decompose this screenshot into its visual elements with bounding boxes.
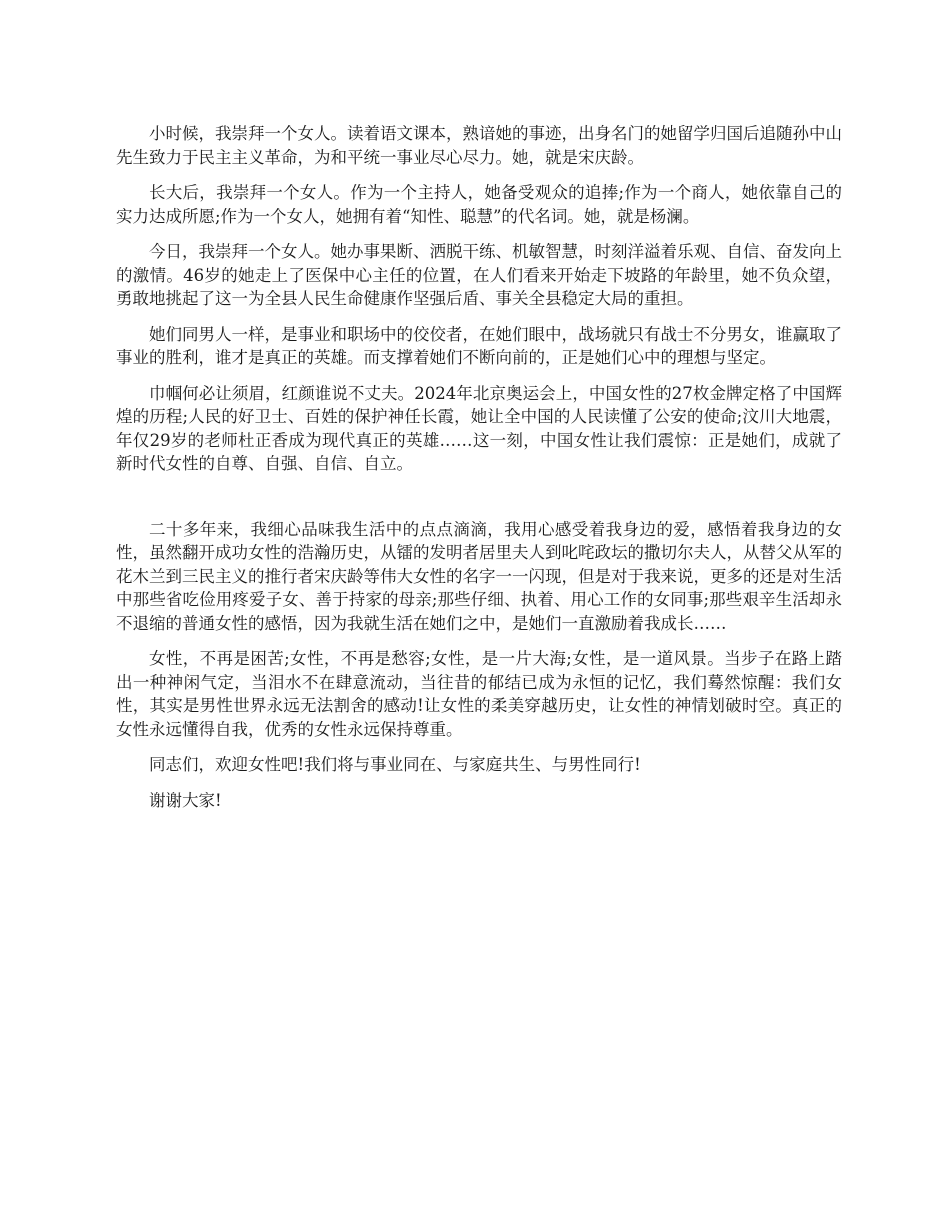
paragraph-gap — [116, 488, 842, 518]
paragraph-women-are: 女性，不再是困苦;女性，不再是愁容;女性，是一片大海;女性，是一道风景。当步子在路上踏出一种神闲气定，当泪水不在肆意流动，当往昔的郁结已成为永恒的记忆，我们蓦然惊醒：我们女性，其实是男性世界永远无法割舍的感动!让女性的柔美穿越历史，让女性的神情划破时空。真正的女性永远懂得自我，优秀的女性永远保持尊重。 — [116, 649, 842, 739]
paragraph-thanks: 谢谢大家! — [149, 790, 222, 810]
paragraph-heroines: 巾帼何必让须眉，红颜谁说不丈夫。2024年北京奥运会上，中国女性的27枚金牌定格了中国辉煌的历程;人民的好卫士、百姓的保护神任长霞，她让全中国的人民读懂了公安的使命;汶川大地震，年仅29岁的老师杜正香成为现代真正的英雄……这一刻，中国女性让我们震惊：正是她们，成就了新时代女性的自尊、自强、自信、自立。 — [116, 383, 842, 473]
document-body — [116, 122, 842, 824]
paragraph-adulthood: 长大后，我崇拜一个女人。作为一个主持人，她备受观众的追捧;作为一个商人，她依靠自己的实力达成所愿;作为一个女人，她拥有着“知性、聪慧”的代名词。她，就是杨澜。 — [116, 183, 842, 226]
paragraph-welcome: 同志们，欢迎女性吧!我们将与事业同在、与家庭共生、与男性同行! — [149, 755, 641, 774]
paragraph-like-men: 她们同男人一样，是事业和职场中的佼佼者，在她们眼中，战场就只有战士不分男女，谁赢取了事业的胜利，谁才是真正的英雄。而支撑着她们不断向前的，正是她们心中的理想与坚定。 — [116, 324, 842, 367]
paragraph-childhood: 小时候，我崇拜一个女人。读着语文课本，熟谙她的事迹，出身名门的她留学归国后追随孙中山先生致力于民主主义革命，为和平统一事业尽心尽力。她，就是宋庆龄。 — [116, 124, 842, 167]
paragraph-twenty-years: 二十多年来，我细心品味我生活中的点点滴滴，我用心感受着我身边的爱，感悟着我身边的女性，虽然翻开成功女性的浩瀚历史，从镭的发明者居里夫人到叱咤政坛的撒切尔夫人，从替父从军的花木兰到三民主义的推行者宋庆龄等伟大女性的名字一一闪现，但是对于我来说，更多的还是对生活中那些省吃俭用疼爱子女、善于持家的母亲;那些仔细、执着、用心工作的女同事;那些艰辛生活却永不退缩的普通女性的感悟，因为我就生活在她们之中，是她们一直激励着我成长…… — [116, 519, 842, 633]
paragraph-today: 今日，我崇拜一个女人。她办事果断、洒脱干练、机敏智慧，时刻洋溢着乐观、自信、奋发向上的激情。46岁的她走上了医保中心主任的位置，在人们看来开始走下坡路的年龄里，她不负众望，勇敢地挑起了这一为全县人民生命健康作坚强后盾、事关全县稳定大局的重担。 — [116, 242, 842, 308]
